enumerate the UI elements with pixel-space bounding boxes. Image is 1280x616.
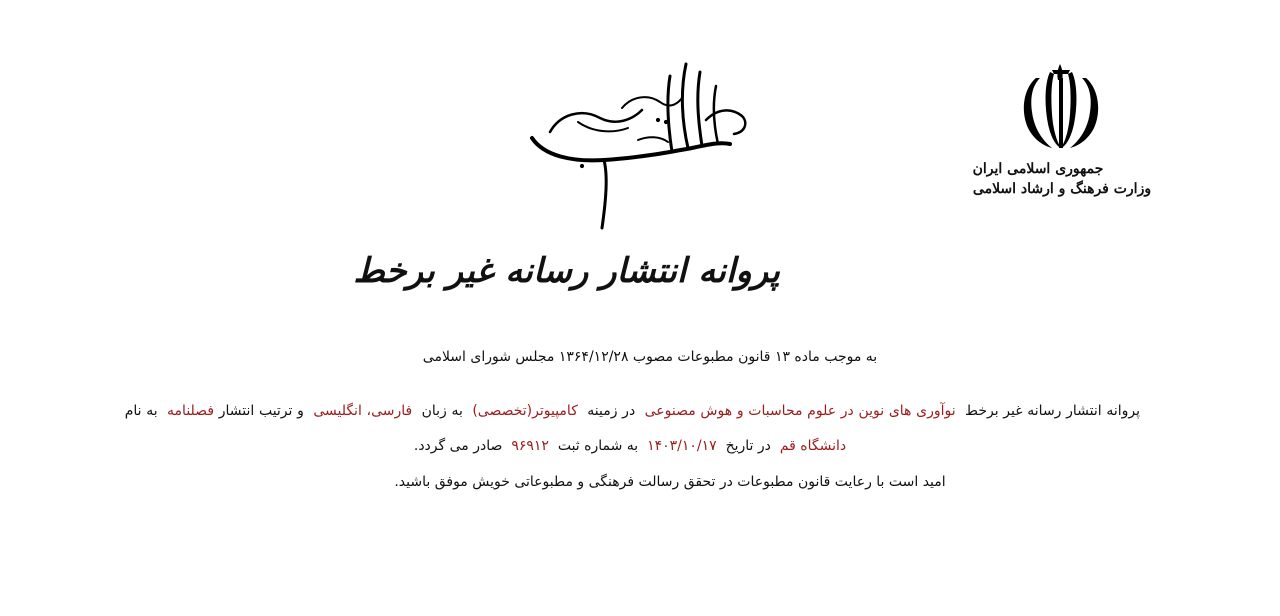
media-languages: فارسی، انگلیسی xyxy=(313,403,413,419)
date-prefix: در تاریخ xyxy=(725,438,771,454)
number-prefix: به شماره ثبت xyxy=(557,438,639,454)
frequency-prefix: و ترتیب انتشار xyxy=(218,403,304,419)
country-name: جمهوری اسلامی ایران xyxy=(972,161,1104,177)
license-text xyxy=(120,342,1140,500)
license-intro: پروانه انتشار رسانه غیر برخط xyxy=(965,403,1141,419)
ministry-header xyxy=(962,56,1162,200)
basmala-calligraphy-logo xyxy=(520,56,760,234)
closing-wish: امید است با رعایت قانون مطبوعات در تحقق رسالت فرهنگی و مطبوعاتی خویش موفق باشید. xyxy=(394,474,946,490)
media-field: کامپیوتر(تخصصی) xyxy=(472,403,578,419)
language-prefix: به زبان xyxy=(421,403,463,419)
legal-basis: به موجب ماده ۱۳ قانون مطبوعات مصوب ۱۳۶۴/۱۲/۲۸ مجلس شورای اسلامی xyxy=(422,349,878,365)
publication-frequency: فصلنامه xyxy=(167,403,215,419)
iran-emblem-icon xyxy=(1010,56,1114,156)
field-prefix: در زمینه xyxy=(587,403,636,419)
license-title: پروانه انتشار رسانه غیر برخط xyxy=(353,251,780,291)
owner-prefix: به نام xyxy=(124,403,158,419)
closing-text: صادر می گردد. xyxy=(413,438,503,454)
ministry-name: وزارت فرهنگ و ارشاد اسلامی xyxy=(972,181,1152,197)
issue-date: ۱۴۰۳/۱۰/۱۷ xyxy=(647,438,717,454)
media-name: نوآوری های نوین در علوم محاسبات و هوش مصنوعی xyxy=(644,403,956,419)
license-paragraph xyxy=(120,394,1140,464)
registration-number: ۹۶۹۱۲ xyxy=(511,438,549,454)
license-owner: دانشگاه قم xyxy=(779,438,847,454)
